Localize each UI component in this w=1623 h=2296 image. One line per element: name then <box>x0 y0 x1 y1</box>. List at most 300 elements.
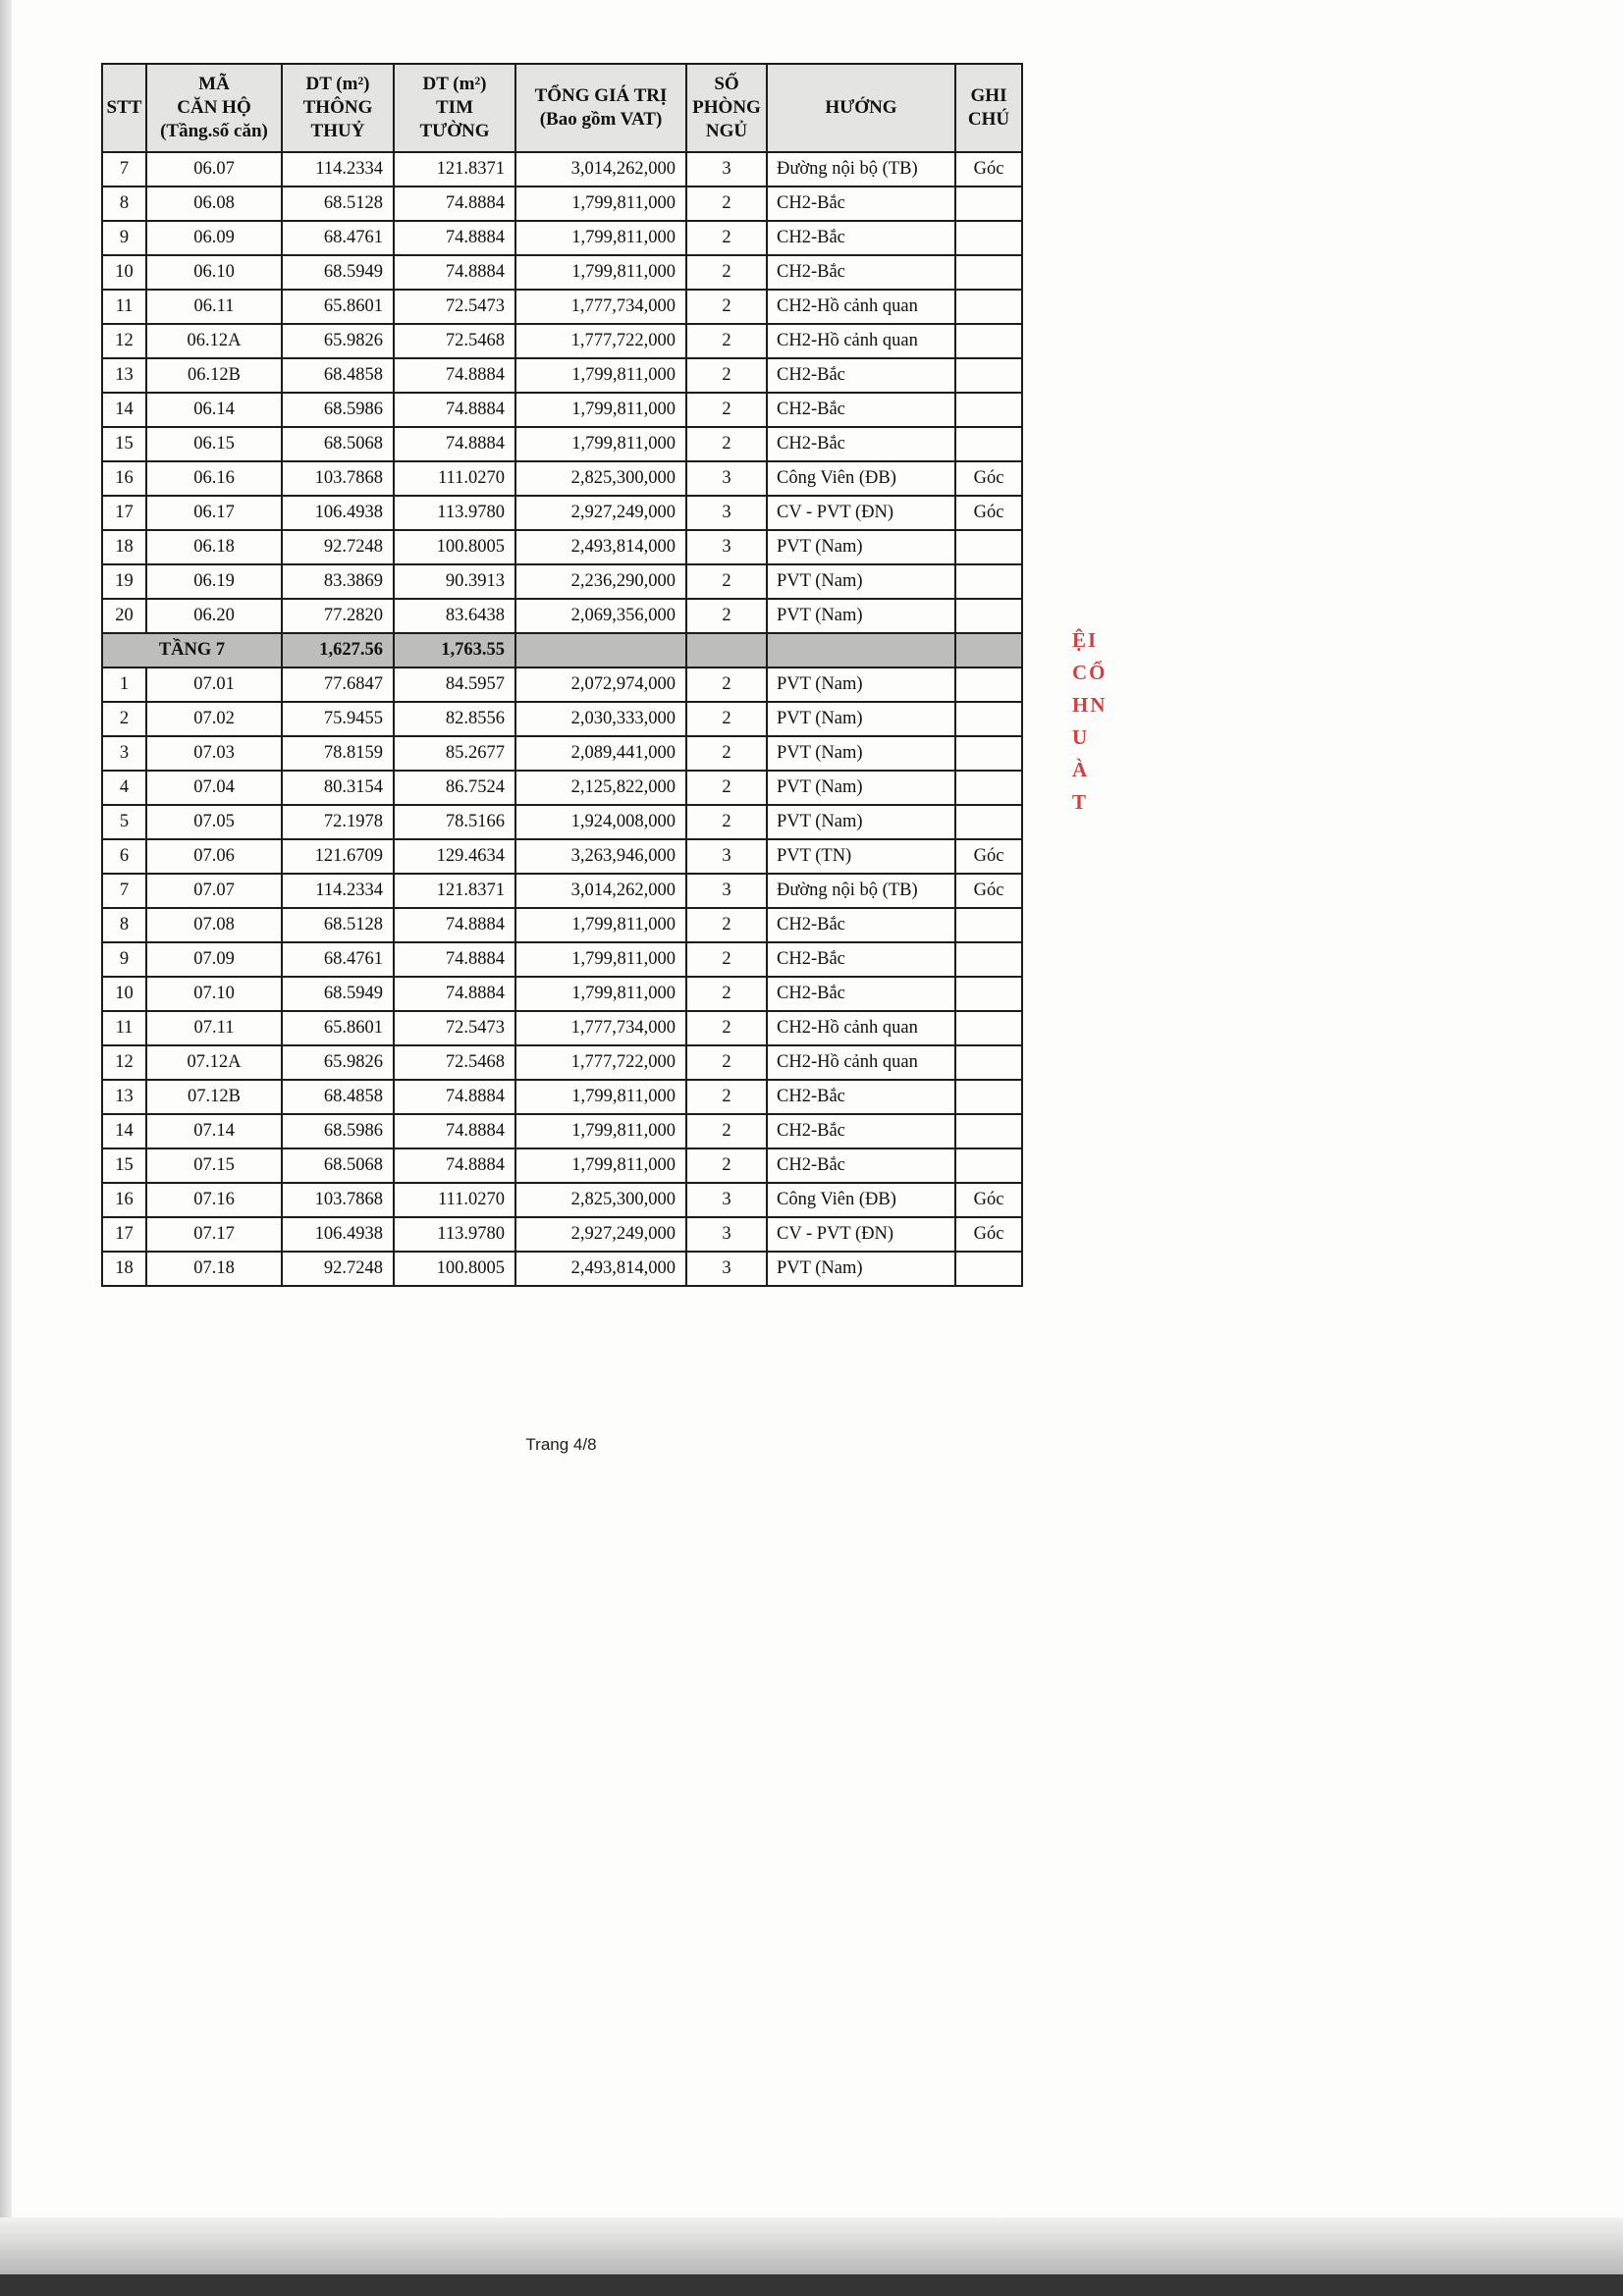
cell-dt-tim-tuong: 74.8884 <box>394 1080 515 1114</box>
cell-tong-gia-tri: 1,799,811,000 <box>515 1148 686 1183</box>
table-row <box>102 599 1022 633</box>
cell-so-phong-ngu: 2 <box>686 1080 767 1114</box>
table-row <box>102 908 1022 942</box>
cell-ma-can-ho: 07.17 <box>146 1217 282 1252</box>
cell-ghi-chu: Góc <box>955 874 1022 908</box>
cell-dt-thong-thuy: 78.8159 <box>282 736 394 771</box>
table-row <box>102 393 1022 427</box>
cell-ma-can-ho: 07.02 <box>146 702 282 736</box>
cell-huong: CV - PVT (ĐN) <box>767 496 955 530</box>
cell-dt-thong-thuy: 103.7868 <box>282 461 394 496</box>
cell-ghi-chu <box>955 290 1022 324</box>
header-row <box>102 64 1022 152</box>
cell-dt-thong-thuy: 68.4858 <box>282 1080 394 1114</box>
cell-tong-gia-tri: 1,799,811,000 <box>515 1114 686 1148</box>
cell-dt-tim-tuong: 74.8884 <box>394 187 515 221</box>
cell-so-phong-ngu: 3 <box>686 839 767 874</box>
cell-dt-tim-tuong: 129.4634 <box>394 839 515 874</box>
cell-huong: PVT (Nam) <box>767 530 955 564</box>
cell-stt: 12 <box>102 324 146 358</box>
table-row <box>102 1045 1022 1080</box>
cell-ma-can-ho: 07.10 <box>146 977 282 1011</box>
cell-huong: PVT (Nam) <box>767 564 955 599</box>
cell-huong: Công Viên (ĐB) <box>767 1183 955 1217</box>
cell-dt-tim-tuong: 72.5473 <box>394 290 515 324</box>
cell-stt: 13 <box>102 1080 146 1114</box>
cell-ma-can-ho: 07.04 <box>146 771 282 805</box>
cell-huong: Đường nội bộ (TB) <box>767 874 955 908</box>
col-header-huong: HƯỚNG <box>767 64 955 152</box>
cell-dt-tim-tuong: 86.7524 <box>394 771 515 805</box>
cell-dt-thong-thuy: 83.3869 <box>282 564 394 599</box>
cell-tong-gia-tri: 1,799,811,000 <box>515 908 686 942</box>
cell-dt-tim-tuong: 85.2677 <box>394 736 515 771</box>
cell-ma-can-ho: 06.17 <box>146 496 282 530</box>
table-row <box>102 1148 1022 1183</box>
col-header-dt-thong-thuy: DT (m²) THÔNG THUỶ <box>282 64 394 152</box>
cell-tong-gia-tri: 2,493,814,000 <box>515 1252 686 1286</box>
cell-dt-tim-tuong: 72.5468 <box>394 324 515 358</box>
cell-so-phong-ngu: 2 <box>686 977 767 1011</box>
cell-ma-can-ho: 07.12B <box>146 1080 282 1114</box>
cell-stt: 5 <box>102 805 146 839</box>
cell-tong-gia-tri: 1,799,811,000 <box>515 393 686 427</box>
cell-ma-can-ho: 07.08 <box>146 908 282 942</box>
table-row <box>102 461 1022 496</box>
cell-dt-tim-tuong: 72.5473 <box>394 1011 515 1045</box>
cell-dt-thong-thuy: 68.4761 <box>282 942 394 977</box>
cell-so-phong-ngu: 2 <box>686 427 767 461</box>
cell-ghi-chu <box>955 667 1022 702</box>
cell-ghi-chu <box>955 908 1022 942</box>
cell-dt-tim-tuong: 83.6438 <box>394 599 515 633</box>
cell-ma-can-ho: 06.07 <box>146 152 282 187</box>
cell-dt-thong-thuy: 68.4761 <box>282 221 394 255</box>
table-row <box>102 427 1022 461</box>
cell-stt: 17 <box>102 1217 146 1252</box>
cell-ghi-chu <box>955 255 1022 290</box>
cell-so-phong-ngu: 2 <box>686 736 767 771</box>
cell-dt-thong-thuy: 92.7248 <box>282 530 394 564</box>
price-table <box>101 63 1023 1287</box>
cell-dt-thong-thuy: 68.5128 <box>282 187 394 221</box>
cell-stt: 15 <box>102 1148 146 1183</box>
red-stamp-text: CỔ <box>1072 661 1108 684</box>
cell-dt-thong-thuy: 68.5068 <box>282 1148 394 1183</box>
cell-tong-gia-tri: 2,072,974,000 <box>515 667 686 702</box>
cell-huong: CH2-Bắc <box>767 977 955 1011</box>
cell-tong-gia-tri: 1,799,811,000 <box>515 942 686 977</box>
page-number: Trang 4/8 <box>525 1435 597 1454</box>
cell-ma-can-ho: 07.06 <box>146 839 282 874</box>
cell-so-phong-ngu: 2 <box>686 393 767 427</box>
scan-edge-bottom-dark <box>0 2274 1623 2296</box>
red-stamp-fragment <box>1072 624 1141 819</box>
cell-dt-thong-thuy: 68.5986 <box>282 393 394 427</box>
cell-ma-can-ho: 06.08 <box>146 187 282 221</box>
cell-dt-tim-tuong: 72.5468 <box>394 1045 515 1080</box>
cell-dt-tim-tuong: 113.9780 <box>394 1217 515 1252</box>
cell-ghi-chu <box>955 530 1022 564</box>
table-row <box>102 942 1022 977</box>
cell-dt-tim-tuong: 74.8884 <box>394 1114 515 1148</box>
cell-dt-tim-tuong: 78.5166 <box>394 805 515 839</box>
cell-huong: CH2-Hồ cảnh quan <box>767 290 955 324</box>
cell-ma-can-ho: 06.11 <box>146 290 282 324</box>
cell-stt: 9 <box>102 942 146 977</box>
table-row <box>102 736 1022 771</box>
cell-dt-thong-thuy: 68.5949 <box>282 255 394 290</box>
cell-stt: 11 <box>102 290 146 324</box>
cell-tong-gia-tri <box>515 633 686 667</box>
cell-tong-gia-tri: 1,799,811,000 <box>515 187 686 221</box>
cell-tong-gia-tri: 2,236,290,000 <box>515 564 686 599</box>
col-header-stt: STT <box>102 64 146 152</box>
cell-stt: 14 <box>102 393 146 427</box>
table-row <box>102 1183 1022 1217</box>
table-body <box>102 152 1022 1286</box>
cell-tong-gia-tri: 1,777,722,000 <box>515 1045 686 1080</box>
col-header-ghi-chu: GHI CHÚ <box>955 64 1022 152</box>
cell-ma-can-ho: 07.09 <box>146 942 282 977</box>
cell-so-phong-ngu <box>686 633 767 667</box>
table-row <box>102 496 1022 530</box>
cell-so-phong-ngu: 2 <box>686 358 767 393</box>
cell-dt-thong-thuy: 114.2334 <box>282 152 394 187</box>
cell-dt-thong-thuy: 65.8601 <box>282 290 394 324</box>
cell-stt: 8 <box>102 187 146 221</box>
cell-stt: 7 <box>102 152 146 187</box>
cell-so-phong-ngu: 3 <box>686 152 767 187</box>
cell-dt-tim-tuong: 113.9780 <box>394 496 515 530</box>
cell-so-phong-ngu: 2 <box>686 564 767 599</box>
red-stamp-text: HN <box>1072 693 1108 717</box>
cell-dt-thong-thuy: 75.9455 <box>282 702 394 736</box>
cell-stt: 3 <box>102 736 146 771</box>
cell-so-phong-ngu: 2 <box>686 187 767 221</box>
table-row <box>102 1252 1022 1286</box>
table-row <box>102 1011 1022 1045</box>
red-stamp-text: U <box>1072 725 1090 749</box>
table-row <box>102 667 1022 702</box>
cell-tong-gia-tri: 3,263,946,000 <box>515 839 686 874</box>
cell-dt-tim-tuong: 74.8884 <box>394 393 515 427</box>
cell-ghi-chu <box>955 1148 1022 1183</box>
cell-ghi-chu <box>955 942 1022 977</box>
cell-tong-gia-tri: 1,799,811,000 <box>515 221 686 255</box>
cell-ma-can-ho: 07.16 <box>146 1183 282 1217</box>
cell-dt-tim-tuong: 74.8884 <box>394 427 515 461</box>
cell-ghi-chu <box>955 564 1022 599</box>
cell-huong: CH2-Bắc <box>767 1114 955 1148</box>
cell-ghi-chu: Góc <box>955 839 1022 874</box>
red-stamp-text: T <box>1072 790 1089 814</box>
cell-so-phong-ngu: 2 <box>686 255 767 290</box>
cell-ma-can-ho: 07.05 <box>146 805 282 839</box>
cell-dt-tim-tuong: 74.8884 <box>394 358 515 393</box>
cell-dt-thong-thuy: 106.4938 <box>282 1217 394 1252</box>
cell-dt-tim-tuong: 1,763.55 <box>394 633 515 667</box>
cell-ghi-chu <box>955 1114 1022 1148</box>
cell-tong-gia-tri: 1,924,008,000 <box>515 805 686 839</box>
cell-dt-tim-tuong: 84.5957 <box>394 667 515 702</box>
cell-ghi-chu <box>955 1252 1022 1286</box>
cell-so-phong-ngu: 2 <box>686 1011 767 1045</box>
cell-stt: 10 <box>102 977 146 1011</box>
cell-ma-can-ho: 07.18 <box>146 1252 282 1286</box>
cell-ghi-chu <box>955 736 1022 771</box>
scan-edge-bottom-gray <box>0 2217 1623 2274</box>
cell-dt-thong-thuy: 65.9826 <box>282 1045 394 1080</box>
cell-dt-tim-tuong: 74.8884 <box>394 221 515 255</box>
table-row <box>102 1080 1022 1114</box>
cell-dt-thong-thuy: 68.5128 <box>282 908 394 942</box>
cell-dt-thong-thuy: 80.3154 <box>282 771 394 805</box>
cell-ghi-chu <box>955 771 1022 805</box>
cell-so-phong-ngu: 2 <box>686 324 767 358</box>
cell-huong: CH2-Bắc <box>767 393 955 427</box>
cell-huong: PVT (Nam) <box>767 1252 955 1286</box>
cell-dt-tim-tuong: 74.8884 <box>394 908 515 942</box>
col-header-ma-can-ho: MÃ CĂN HỘ (Tầng.số căn) <box>146 64 282 152</box>
cell-ghi-chu: Góc <box>955 152 1022 187</box>
cell-dt-thong-thuy: 121.6709 <box>282 839 394 874</box>
table-row <box>102 1114 1022 1148</box>
cell-dt-tim-tuong: 90.3913 <box>394 564 515 599</box>
red-stamp-text: ỆI <box>1072 628 1099 652</box>
col-header-so-phong-ngu: SỐ PHÒNG NGỦ <box>686 64 767 152</box>
cell-tong-gia-tri: 1,799,811,000 <box>515 255 686 290</box>
cell-tong-gia-tri: 2,493,814,000 <box>515 530 686 564</box>
cell-ma-can-ho: 06.12B <box>146 358 282 393</box>
cell-tong-gia-tri: 2,825,300,000 <box>515 461 686 496</box>
cell-huong: CH2-Bắc <box>767 427 955 461</box>
cell-ghi-chu <box>955 805 1022 839</box>
cell-dt-tim-tuong: 74.8884 <box>394 255 515 290</box>
cell-ma-can-ho: 07.14 <box>146 1114 282 1148</box>
cell-stt: 18 <box>102 530 146 564</box>
cell-ghi-chu <box>955 1045 1022 1080</box>
cell-so-phong-ngu: 3 <box>686 496 767 530</box>
cell-so-phong-ngu: 3 <box>686 1252 767 1286</box>
cell-huong: PVT (Nam) <box>767 599 955 633</box>
table-row <box>102 839 1022 874</box>
cell-tong-gia-tri: 2,825,300,000 <box>515 1183 686 1217</box>
cell-so-phong-ngu: 3 <box>686 530 767 564</box>
scan-edge-left <box>0 0 12 2296</box>
cell-dt-thong-thuy: 77.2820 <box>282 599 394 633</box>
table-row <box>102 874 1022 908</box>
cell-ghi-chu <box>955 187 1022 221</box>
cell-so-phong-ngu: 2 <box>686 1148 767 1183</box>
cell-tong-gia-tri: 1,777,734,000 <box>515 1011 686 1045</box>
cell-stt: 7 <box>102 874 146 908</box>
cell-ghi-chu <box>955 977 1022 1011</box>
cell-so-phong-ngu: 3 <box>686 461 767 496</box>
cell-dt-thong-thuy: 68.5949 <box>282 977 394 1011</box>
cell-so-phong-ngu: 2 <box>686 942 767 977</box>
section-label: TẦNG 7 <box>102 633 282 667</box>
cell-so-phong-ngu: 2 <box>686 908 767 942</box>
cell-stt: 10 <box>102 255 146 290</box>
cell-dt-tim-tuong: 100.8005 <box>394 530 515 564</box>
cell-ma-can-ho: 07.15 <box>146 1148 282 1183</box>
cell-stt: 6 <box>102 839 146 874</box>
cell-dt-tim-tuong: 100.8005 <box>394 1252 515 1286</box>
cell-so-phong-ngu: 2 <box>686 221 767 255</box>
cell-dt-tim-tuong: 121.8371 <box>394 152 515 187</box>
cell-stt: 9 <box>102 221 146 255</box>
cell-so-phong-ngu: 2 <box>686 1045 767 1080</box>
table-row <box>102 255 1022 290</box>
cell-dt-tim-tuong: 82.8556 <box>394 702 515 736</box>
cell-dt-tim-tuong: 74.8884 <box>394 1148 515 1183</box>
cell-ma-can-ho: 06.14 <box>146 393 282 427</box>
cell-stt: 13 <box>102 358 146 393</box>
cell-dt-thong-thuy: 68.4858 <box>282 358 394 393</box>
table-row <box>102 187 1022 221</box>
cell-tong-gia-tri: 2,927,249,000 <box>515 1217 686 1252</box>
cell-so-phong-ngu: 2 <box>686 771 767 805</box>
cell-dt-thong-thuy: 68.5068 <box>282 427 394 461</box>
cell-huong: CH2-Bắc <box>767 187 955 221</box>
table-row <box>102 1217 1022 1252</box>
cell-dt-thong-thuy: 103.7868 <box>282 1183 394 1217</box>
cell-huong: PVT (Nam) <box>767 736 955 771</box>
cell-so-phong-ngu: 2 <box>686 290 767 324</box>
cell-tong-gia-tri: 1,777,722,000 <box>515 324 686 358</box>
cell-huong: PVT (Nam) <box>767 702 955 736</box>
cell-dt-thong-thuy: 68.5986 <box>282 1114 394 1148</box>
cell-stt: 19 <box>102 564 146 599</box>
cell-ma-can-ho: 07.12A <box>146 1045 282 1080</box>
cell-ghi-chu: Góc <box>955 461 1022 496</box>
cell-huong: PVT (TN) <box>767 839 955 874</box>
cell-dt-thong-thuy: 72.1978 <box>282 805 394 839</box>
cell-ghi-chu <box>955 324 1022 358</box>
cell-ma-can-ho: 07.07 <box>146 874 282 908</box>
cell-stt: 20 <box>102 599 146 633</box>
cell-huong: CH2-Hồ cảnh quan <box>767 324 955 358</box>
cell-ma-can-ho: 06.10 <box>146 255 282 290</box>
cell-stt: 1 <box>102 667 146 702</box>
cell-dt-tim-tuong: 121.8371 <box>394 874 515 908</box>
cell-dt-thong-thuy: 65.8601 <box>282 1011 394 1045</box>
cell-huong: CH2-Bắc <box>767 221 955 255</box>
cell-huong: PVT (Nam) <box>767 805 955 839</box>
cell-stt: 11 <box>102 1011 146 1045</box>
cell-so-phong-ngu: 2 <box>686 702 767 736</box>
cell-huong: CH2-Bắc <box>767 942 955 977</box>
table-row <box>102 221 1022 255</box>
cell-tong-gia-tri: 1,777,734,000 <box>515 290 686 324</box>
cell-ghi-chu: Góc <box>955 1183 1022 1217</box>
cell-stt: 16 <box>102 1183 146 1217</box>
cell-dt-thong-thuy: 77.6847 <box>282 667 394 702</box>
table-row <box>102 702 1022 736</box>
table-row <box>102 324 1022 358</box>
cell-tong-gia-tri: 2,030,333,000 <box>515 702 686 736</box>
cell-dt-thong-thuy: 114.2334 <box>282 874 394 908</box>
cell-ma-can-ho: 06.20 <box>146 599 282 633</box>
cell-so-phong-ngu: 3 <box>686 1217 767 1252</box>
cell-huong: CV - PVT (ĐN) <box>767 1217 955 1252</box>
cell-ma-can-ho: 06.19 <box>146 564 282 599</box>
cell-ma-can-ho: 06.09 <box>146 221 282 255</box>
cell-so-phong-ngu: 3 <box>686 1183 767 1217</box>
cell-ma-can-ho: 06.16 <box>146 461 282 496</box>
table-row <box>102 358 1022 393</box>
cell-huong: CH2-Bắc <box>767 1080 955 1114</box>
table-row <box>102 530 1022 564</box>
cell-huong: CH2-Bắc <box>767 1148 955 1183</box>
cell-huong: CH2-Bắc <box>767 358 955 393</box>
cell-tong-gia-tri: 3,014,262,000 <box>515 874 686 908</box>
cell-ma-can-ho: 06.15 <box>146 427 282 461</box>
cell-ma-can-ho: 07.01 <box>146 667 282 702</box>
cell-stt: 14 <box>102 1114 146 1148</box>
cell-huong: Đường nội bộ (TB) <box>767 152 955 187</box>
cell-stt: 15 <box>102 427 146 461</box>
cell-dt-tim-tuong: 111.0270 <box>394 1183 515 1217</box>
cell-tong-gia-tri: 2,089,441,000 <box>515 736 686 771</box>
table-row <box>102 290 1022 324</box>
red-stamp-text: À <box>1072 758 1090 781</box>
cell-stt: 4 <box>102 771 146 805</box>
table-row <box>102 152 1022 187</box>
cell-ma-can-ho: 07.11 <box>146 1011 282 1045</box>
cell-dt-thong-thuy: 1,627.56 <box>282 633 394 667</box>
cell-tong-gia-tri: 1,799,811,000 <box>515 977 686 1011</box>
cell-so-phong-ngu: 2 <box>686 1114 767 1148</box>
table-row <box>102 805 1022 839</box>
cell-ghi-chu <box>955 393 1022 427</box>
cell-so-phong-ngu: 2 <box>686 667 767 702</box>
table-row <box>102 771 1022 805</box>
col-header-dt-tim-tuong: DT (m²) TIM TƯỜNG <box>394 64 515 152</box>
cell-dt-thong-thuy: 65.9826 <box>282 324 394 358</box>
cell-huong: CH2-Hồ cảnh quan <box>767 1011 955 1045</box>
cell-tong-gia-tri: 2,125,822,000 <box>515 771 686 805</box>
cell-huong: CH2-Hồ cảnh quan <box>767 1045 955 1080</box>
cell-dt-tim-tuong: 111.0270 <box>394 461 515 496</box>
cell-stt: 8 <box>102 908 146 942</box>
cell-ghi-chu: Góc <box>955 496 1022 530</box>
cell-ghi-chu <box>955 633 1022 667</box>
cell-dt-tim-tuong: 74.8884 <box>394 977 515 1011</box>
col-header-tong-gia-tri: TỔNG GIÁ TRỊ (Bao gồm VAT) <box>515 64 686 152</box>
cell-tong-gia-tri: 2,069,356,000 <box>515 599 686 633</box>
cell-stt: 17 <box>102 496 146 530</box>
cell-ghi-chu <box>955 358 1022 393</box>
cell-ghi-chu <box>955 1011 1022 1045</box>
cell-tong-gia-tri: 1,799,811,000 <box>515 1080 686 1114</box>
cell-dt-thong-thuy: 106.4938 <box>282 496 394 530</box>
cell-huong <box>767 633 955 667</box>
cell-ghi-chu: Góc <box>955 1217 1022 1252</box>
cell-ghi-chu <box>955 221 1022 255</box>
cell-huong: PVT (Nam) <box>767 667 955 702</box>
cell-stt: 16 <box>102 461 146 496</box>
cell-ghi-chu <box>955 427 1022 461</box>
cell-ma-can-ho: 07.03 <box>146 736 282 771</box>
table-row <box>102 564 1022 599</box>
cell-huong: PVT (Nam) <box>767 771 955 805</box>
cell-so-phong-ngu: 2 <box>686 805 767 839</box>
cell-dt-thong-thuy: 92.7248 <box>282 1252 394 1286</box>
cell-huong: Công Viên (ĐB) <box>767 461 955 496</box>
cell-ghi-chu <box>955 599 1022 633</box>
